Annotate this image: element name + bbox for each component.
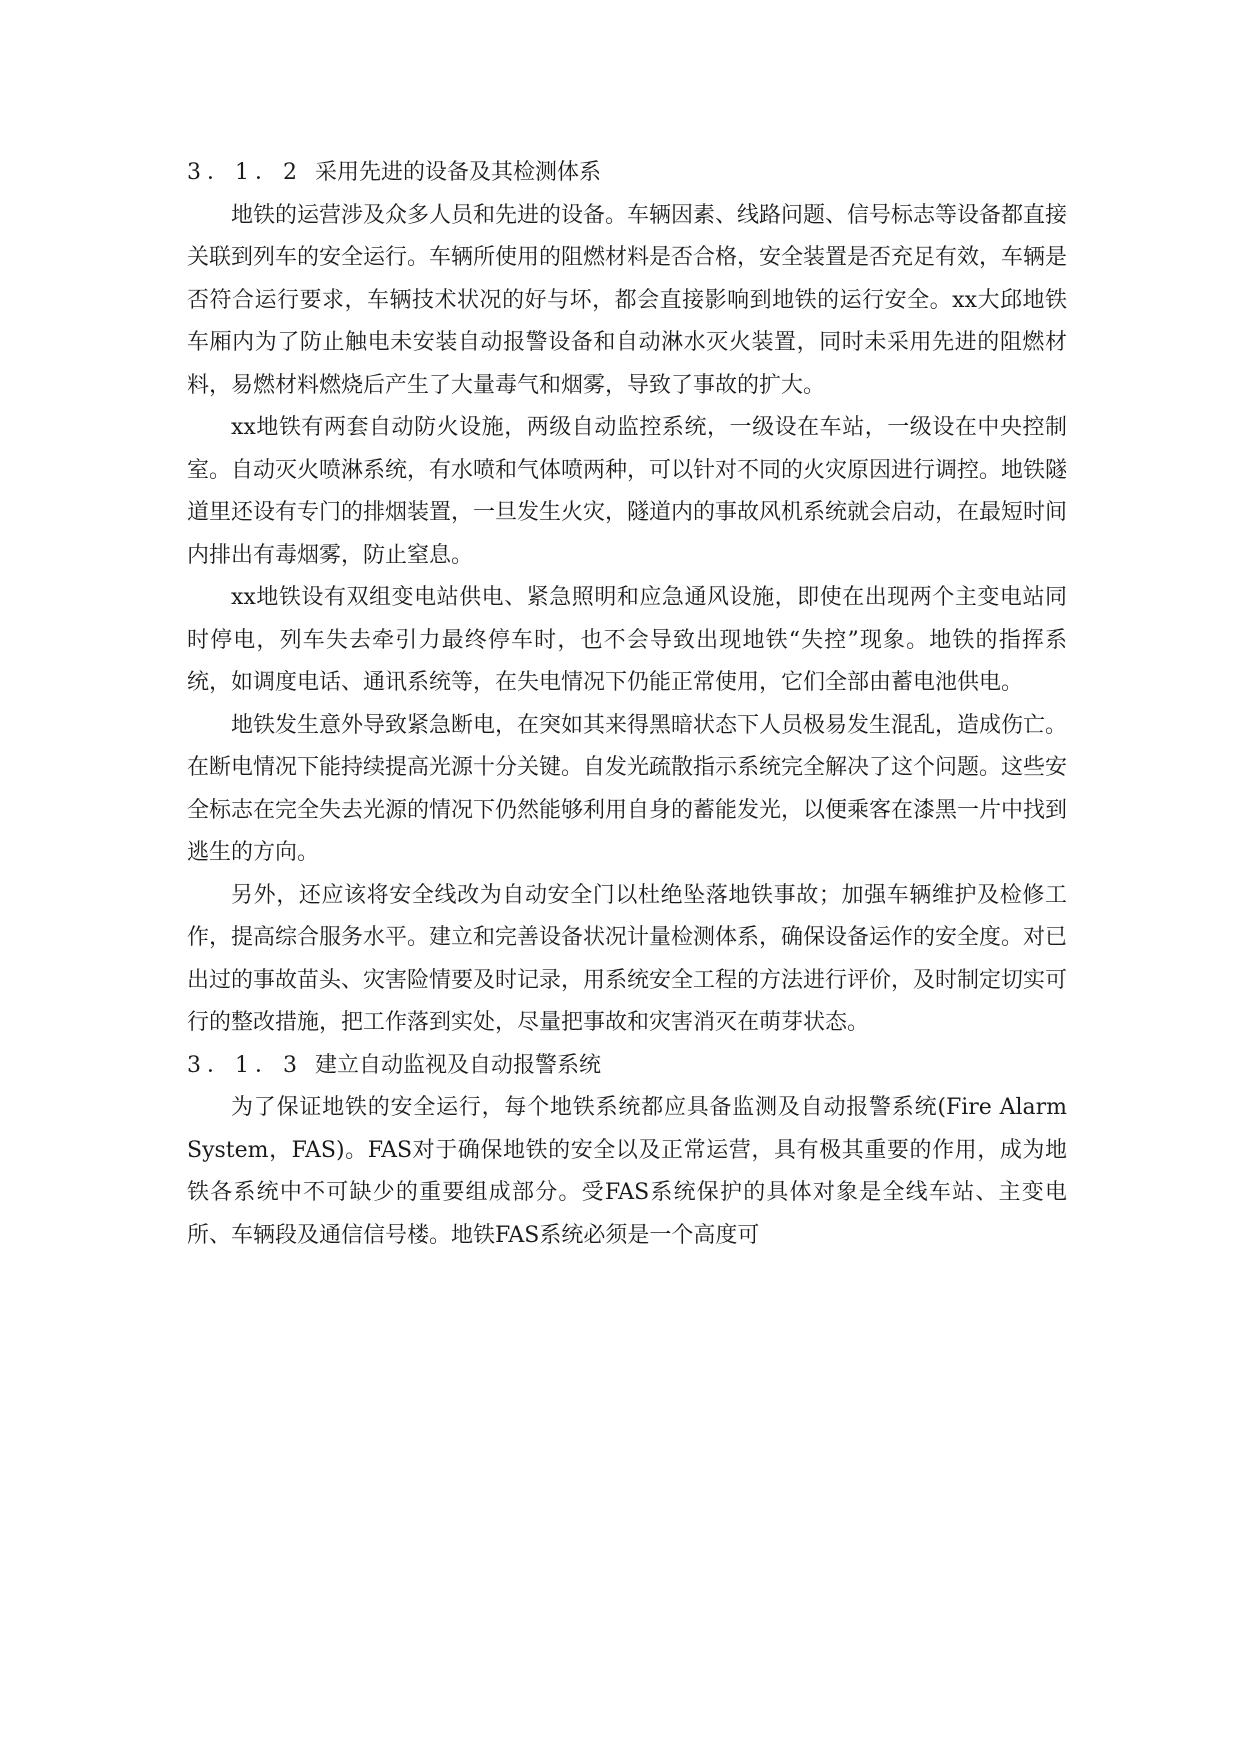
- section-number: 3．1．3: [187, 1052, 303, 1078]
- section-heading-3-1-3: [187, 1045, 1067, 1088]
- paragraph: xx地铁设有双组变电站供电、紧急照明和应急通风设施，即使在出现两个主变电站同时停电，列车失去牵引力最终停车时，也不会导致出现地铁“失控”现象。地铁的指挥系统，如调度电话、通讯系统等，在失电情况下仍能正常使用，它们全部由蓄电池供电。: [187, 585, 1067, 695]
- paragraph: 地铁发生意外导致紧急断电，在突如其来得黑暗状态下人员极易发生混乱，造成伤亡。在断电情况下能持续提高光源十分关键。自发光疏散指示系统完全解决了这个问题。这些安全标志在完全失去光源的情况下仍然能够利用自身的蓄能发光，以便乘客在漆黑一片中找到逃生的方向。: [187, 712, 1068, 865]
- section-title: 建立自动监视及自动报警系统: [315, 1052, 602, 1078]
- paragraph: 另外，还应该将安全线改为自动安全门以杜绝坠落地铁事故；加强车辆维护及检修工作，提高综合服务水平。建立和完善设备状况计量检测体系，确保设备运作的安全度。对已出过的事故苗头、灾害险情要及时记录，用系统安全工程的方法进行评价，及时制定切实可行的整改措施，把工作落到实处，尽量把事故和灾害消灭在萌芽状态。: [187, 882, 1068, 1035]
- section-number: 3．1．2: [187, 160, 303, 185]
- paragraph: 为了保证地铁的安全运行，每个地铁系统都应具备监测及自动报警系统(Fire Alarm System，FAS)。FAS对于确保地铁的安全以及正常运营，具有极其重要的作用，成为地铁各系统中不可缺少的重要组成部分。受FAS系统保护的具体对象是全线车站、主变电所、车辆段及通信信号楼。地铁FAS系统必须是一个高度可: [187, 1095, 1067, 1248]
- section-title: 采用先进的设备及其检测体系: [315, 160, 602, 185]
- paragraph: xx地铁有两套自动防火设施，两级自动监控系统，一级设在车站，一级设在中央控制室。自动灭火喷淋系统，有水喷和气体喷两种，可以针对不同的火灾原因进行调控。地铁隧道里还设有专门的排烟装置，一旦发生火灾，隧道内的事故风机系统就会启动，在最短时间内排出有毒烟雾，防止窒息。: [187, 415, 1068, 568]
- paragraph: 地铁的运营涉及众多人员和先进的设备。车辆因素、线路问题、信号标志等设备都直接关联到列车的安全运行。车辆所使用的阻燃材料是否合格，安全装置是否充足有效，车辆是否符合运行要求，车辆技术状况的好与坏，都会直接影响到地铁的运行安全。xx大邱地铁车厢内为了防止触电未安装自动报警设备和自动淋水灭火装置，同时未采用先进的阻燃材料，易燃材料燃烧后产生了大量毒气和烟雾，导致了事故的扩大。: [187, 202, 1068, 398]
- section-heading-3-1-2: [187, 152, 1067, 195]
- document-body: [187, 152, 1067, 1257]
